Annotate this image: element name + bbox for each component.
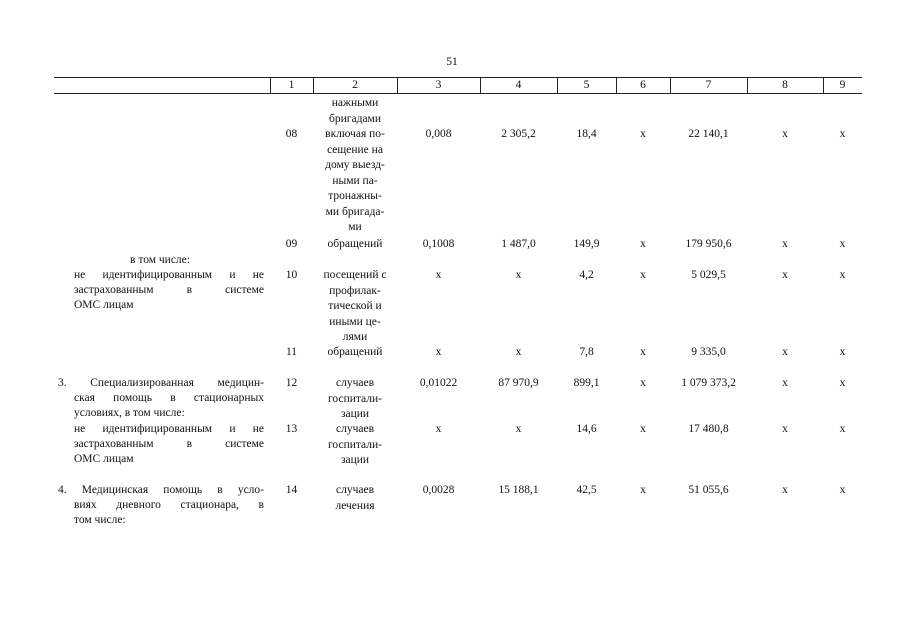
- cell-col-5: 899,1: [573, 377, 600, 389]
- cell-col-6: х: [640, 377, 646, 389]
- cell-col-5: 149,9: [573, 238, 600, 250]
- cell-col-8: х: [782, 484, 788, 496]
- cell-col-8: х: [782, 238, 788, 250]
- cell-col-9: х: [839, 238, 846, 250]
- cell-col-4: 87 970,9: [498, 377, 539, 389]
- row-code: 14: [285, 484, 298, 496]
- cell-col-6: х: [640, 484, 646, 496]
- row-label-line: не идентифицированным и не: [74, 423, 264, 435]
- row-unit: нажными бригадами включая по- сещение на дому выезд- ными па- тронажны- ми бригада- ми: [325, 97, 385, 233]
- row-unit: обращений: [327, 346, 383, 358]
- cell-col-8: х: [782, 269, 788, 281]
- cell-col-4: 1 487,0: [501, 238, 536, 250]
- cell-col-7: 5 029,5: [691, 269, 726, 281]
- cell-col-5: 7,8: [579, 346, 594, 358]
- row-label-line: 3. Специализированная медицин-: [58, 377, 264, 389]
- row-label-line: условиях, в том числе:: [74, 407, 185, 419]
- cell-col-7: 51 055,6: [688, 484, 729, 496]
- cell-col-6: х: [640, 346, 646, 358]
- row-label-line: виях дневного стационара, в: [74, 499, 264, 511]
- row-code: 08: [285, 128, 298, 140]
- cell-col-9: х: [839, 377, 846, 389]
- cell-col-8: х: [782, 377, 788, 389]
- cell-col-3: 0,01022: [419, 377, 458, 389]
- row-unit: посещений с профилак- тической и иными це- лями: [323, 269, 387, 343]
- header-col-3: 3: [435, 79, 442, 91]
- cell-col-7: 179 950,6: [685, 238, 732, 250]
- row-label-line: не идентифицированным и не: [74, 269, 264, 281]
- cell-col-9: х: [839, 128, 846, 140]
- header-col-5: 5: [583, 79, 590, 91]
- header-col-1: 1: [288, 79, 295, 91]
- row-label-line: ская помощь в стационарных: [74, 392, 264, 404]
- row-label-line: застрахованным в системе: [74, 438, 264, 450]
- page-number: 51: [446, 56, 458, 68]
- cell-col-3: х: [435, 423, 442, 435]
- row-label-line: том числе:: [74, 514, 126, 526]
- row-label-heading: в том числе:: [130, 254, 190, 266]
- cell-col-5: 18,4: [576, 128, 597, 140]
- row-code: 10: [285, 269, 298, 281]
- cell-col-8: х: [782, 128, 788, 140]
- cell-col-6: х: [640, 128, 646, 140]
- cell-col-4: 2 305,2: [501, 128, 536, 140]
- row-unit: случаев госпитали- зации: [328, 423, 382, 466]
- row-label-line: ОМС лицам: [74, 299, 134, 311]
- header-col-9: 9: [839, 79, 846, 91]
- row-unit: обращений: [327, 238, 383, 250]
- header-col-7: 7: [705, 79, 712, 91]
- cell-col-9: х: [839, 423, 846, 435]
- cell-col-6: х: [640, 238, 646, 250]
- cell-col-5: 4,2: [579, 269, 594, 281]
- cell-col-3: х: [435, 346, 442, 358]
- cell-col-8: х: [782, 423, 788, 435]
- header-col-2: 2: [352, 79, 358, 91]
- header-col-4: 4: [515, 79, 522, 91]
- cell-col-8: х: [782, 346, 788, 358]
- cell-col-7: 22 140,1: [688, 128, 729, 140]
- cell-col-7: 17 480,8: [688, 423, 729, 435]
- cell-col-9: х: [839, 269, 846, 281]
- row-label-line: ОМС лицам: [74, 453, 134, 465]
- cell-col-5: 42,5: [576, 484, 597, 496]
- cell-col-7: 9 335,0: [691, 346, 726, 358]
- cell-col-4: х: [515, 423, 522, 435]
- header-bottom-rule: [54, 93, 862, 94]
- cell-col-3: х: [435, 269, 442, 281]
- row-label-line: 4. Медицинская помощь в усло-: [58, 484, 264, 496]
- cell-col-3: 0,008: [425, 128, 452, 140]
- cell-col-3: 0,0028: [422, 484, 455, 496]
- cell-col-4: х: [515, 346, 522, 358]
- cell-col-6: х: [640, 269, 646, 281]
- cell-col-7: 1 079 373,2: [681, 377, 736, 389]
- row-code: 12: [285, 377, 298, 389]
- cell-col-4: х: [515, 269, 522, 281]
- row-unit: случаев лечения: [335, 484, 375, 512]
- cell-col-6: х: [640, 423, 646, 435]
- row-code: 11: [285, 346, 298, 358]
- header-col-8: 8: [782, 79, 788, 91]
- cell-col-5: 14,6: [576, 423, 597, 435]
- cell-col-3: 0,1008: [422, 238, 455, 250]
- cell-col-4: 15 188,1: [498, 484, 539, 496]
- row-unit: случаев госпитали- зации: [328, 377, 382, 420]
- cell-col-9: х: [839, 346, 846, 358]
- header-col-6: 6: [640, 79, 646, 91]
- cell-col-9: х: [839, 484, 846, 496]
- row-code: 09: [285, 238, 298, 250]
- row-code: 13: [285, 423, 298, 435]
- row-label-line: застрахованным в системе: [74, 284, 264, 296]
